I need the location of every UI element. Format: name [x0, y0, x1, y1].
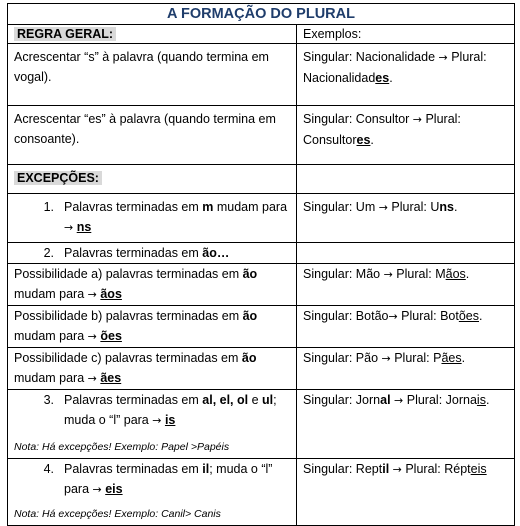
rule-text: Acrescentar “es” à palavra (quando termina em consoante). — [14, 112, 276, 146]
rule-ending: ul — [262, 393, 274, 407]
example-plural-suffix: es — [356, 133, 371, 147]
rule-text-part: Possibilidade b) palavras terminadas em — [14, 309, 243, 323]
example-cell — [297, 348, 515, 390]
exceptions-header-row — [8, 165, 515, 194]
example-plural-suffix: ães — [441, 351, 462, 365]
example-end: . — [453, 200, 458, 214]
example-plural-suffix: eis — [470, 462, 487, 476]
item-number: 1. — [43, 200, 54, 214]
rule-text — [64, 390, 290, 431]
table-title: A FORMAÇÃO DO PLURAL — [8, 4, 515, 25]
table-row — [8, 459, 515, 526]
rule-text-part: Possibilidade c) palavras terminadas em — [14, 351, 242, 365]
rule-cell — [8, 390, 297, 459]
arrow-right-icon: → — [92, 483, 102, 496]
rule-new-ending: is — [164, 413, 176, 427]
table-row — [8, 106, 515, 165]
example-cell — [297, 194, 515, 243]
example-end: . — [479, 309, 483, 323]
example-plural: Plural: Répt — [401, 462, 471, 476]
rule-cell — [8, 264, 297, 306]
example-singular: Singular: Rept — [303, 462, 383, 476]
rule-text-part: ; muda o “l” para — [64, 393, 277, 427]
example-plural: Plural: P — [390, 351, 442, 365]
exception-note: Nota: Há excepções! Exemplo: Canil> Canis — [14, 508, 221, 520]
example-end: . — [485, 393, 490, 407]
arrow-right-icon: → — [87, 288, 97, 301]
example-singular: Singular: Mão — [303, 267, 384, 281]
example-end: . — [461, 351, 466, 365]
exceptions-label: EXCEPÇÕES: — [14, 171, 102, 185]
rule-text-part: Possibilidade a) palavras terminadas em — [14, 267, 243, 281]
rule-text-part: mudam para — [213, 200, 288, 214]
example-cell — [297, 44, 515, 106]
example-cell — [297, 459, 515, 526]
example-cell — [297, 106, 515, 165]
example-plural: Plural: Jorna — [403, 393, 477, 407]
table-row — [8, 243, 515, 264]
arrow-right-icon: → — [152, 414, 162, 427]
arrow-right-icon: → — [438, 51, 448, 64]
rule-text — [64, 243, 290, 263]
table-row — [8, 264, 515, 306]
item-number: 4. — [43, 462, 54, 476]
examples-label: Exemplos: — [303, 27, 362, 41]
arrow-right-icon: → — [394, 394, 404, 407]
rule-ending: ão — [242, 309, 258, 323]
table-row — [8, 348, 515, 390]
rule-text-part: Palavras terminadas em — [64, 393, 203, 407]
example-end: . — [370, 133, 374, 147]
example-singular: Singular: Consultor — [303, 112, 413, 126]
rule-cell — [8, 243, 297, 264]
arrow-right-icon: → — [412, 113, 422, 126]
rule-text-part: ; muda o “l” para — [64, 462, 273, 496]
rule-new-ending: ãos — [100, 287, 122, 301]
rule-ending: il — [202, 462, 210, 476]
rule-new-ending: ães — [100, 371, 122, 385]
example-singular: Singular: Nacionalidade — [303, 50, 439, 64]
rule-ending: m — [202, 200, 214, 214]
table-row — [8, 306, 515, 348]
example-plural: Plural: Consultor — [303, 112, 461, 147]
rule-ending: ão… — [202, 246, 230, 260]
rule-text-part: Palavras terminadas em — [64, 462, 203, 476]
table-row — [8, 44, 515, 106]
rule-text-part: mudam para — [14, 329, 88, 343]
rule-text-part: mudam para — [14, 287, 88, 301]
example-plural: Plural: U — [387, 200, 440, 214]
empty-cell — [297, 243, 515, 264]
rule-text-part: Palavras terminadas em — [64, 246, 203, 260]
general-rule-label: REGRA GERAL: — [14, 27, 116, 41]
example-singular: Singular: Jorn — [303, 393, 381, 407]
rule-text — [64, 197, 290, 238]
rule-cell — [8, 306, 297, 348]
example-plural-suffix: ãos — [445, 267, 466, 281]
example-plural: Plural: Nacionalidad — [303, 50, 487, 85]
rule-cell — [8, 348, 297, 390]
rule-text: Acrescentar “s” à palavra (quando termina em vogal). — [14, 50, 269, 84]
example-plural-suffix: ões — [458, 309, 479, 323]
rule-ending: ão — [242, 267, 258, 281]
rule-new-ending: eis — [105, 482, 123, 496]
rule-cell — [8, 194, 297, 243]
plural-formation-table — [7, 3, 515, 526]
example-singular: Singular: Botão — [303, 309, 389, 323]
rule-text — [64, 459, 290, 500]
arrow-right-icon: → — [388, 310, 398, 323]
rule-ending: ão — [241, 351, 257, 365]
arrow-right-icon: → — [381, 352, 391, 365]
example-plural-suffix: ns — [439, 200, 454, 214]
example-cell — [297, 264, 515, 306]
arrow-right-icon: → — [392, 463, 402, 476]
example-plural-suffix: is — [476, 393, 486, 407]
title-row — [8, 4, 515, 25]
example-singular-ending: al — [380, 393, 391, 407]
table-row — [8, 194, 515, 243]
arrow-right-icon: → — [87, 330, 97, 343]
example-plural: Plural: M — [392, 267, 446, 281]
rule-cell — [8, 106, 297, 165]
empty-cell — [297, 165, 515, 194]
exception-note: Nota: Há excepções! Exemplo: Papel >Papéis — [14, 441, 230, 453]
item-number: 2. — [43, 246, 54, 260]
arrow-right-icon: → — [383, 268, 393, 281]
arrow-right-icon: → — [378, 201, 388, 214]
rule-new-ending: ns — [76, 220, 92, 234]
rule-ending: al, el, ol — [202, 393, 249, 407]
example-plural-suffix: es — [375, 71, 390, 85]
example-singular: Singular: Um — [303, 200, 379, 214]
header-row — [8, 25, 515, 44]
rule-new-ending: ões — [100, 329, 122, 343]
header-general-rule-cell — [8, 25, 297, 44]
rule-cell — [8, 459, 297, 526]
example-cell — [297, 306, 515, 348]
item-number: 3. — [43, 393, 54, 407]
plural-formation-table-wrapper — [7, 3, 514, 526]
arrow-right-icon: → — [87, 372, 97, 385]
example-singular-ending: il — [382, 462, 390, 476]
example-end: . — [465, 267, 470, 281]
exceptions-cell — [8, 165, 297, 194]
example-end: . — [389, 71, 393, 85]
example-singular: Singular: Pão — [303, 351, 382, 365]
rule-text-part: Palavras terminadas em — [64, 200, 203, 214]
table-row — [8, 390, 515, 459]
rule-cell — [8, 44, 297, 106]
arrow-right-icon: → — [64, 221, 74, 234]
rule-text-part: e — [248, 393, 263, 407]
header-examples-cell — [297, 25, 515, 44]
rule-text-part: mudam para — [14, 371, 88, 385]
example-cell — [297, 390, 515, 459]
example-plural: Plural: Bot — [397, 309, 459, 323]
